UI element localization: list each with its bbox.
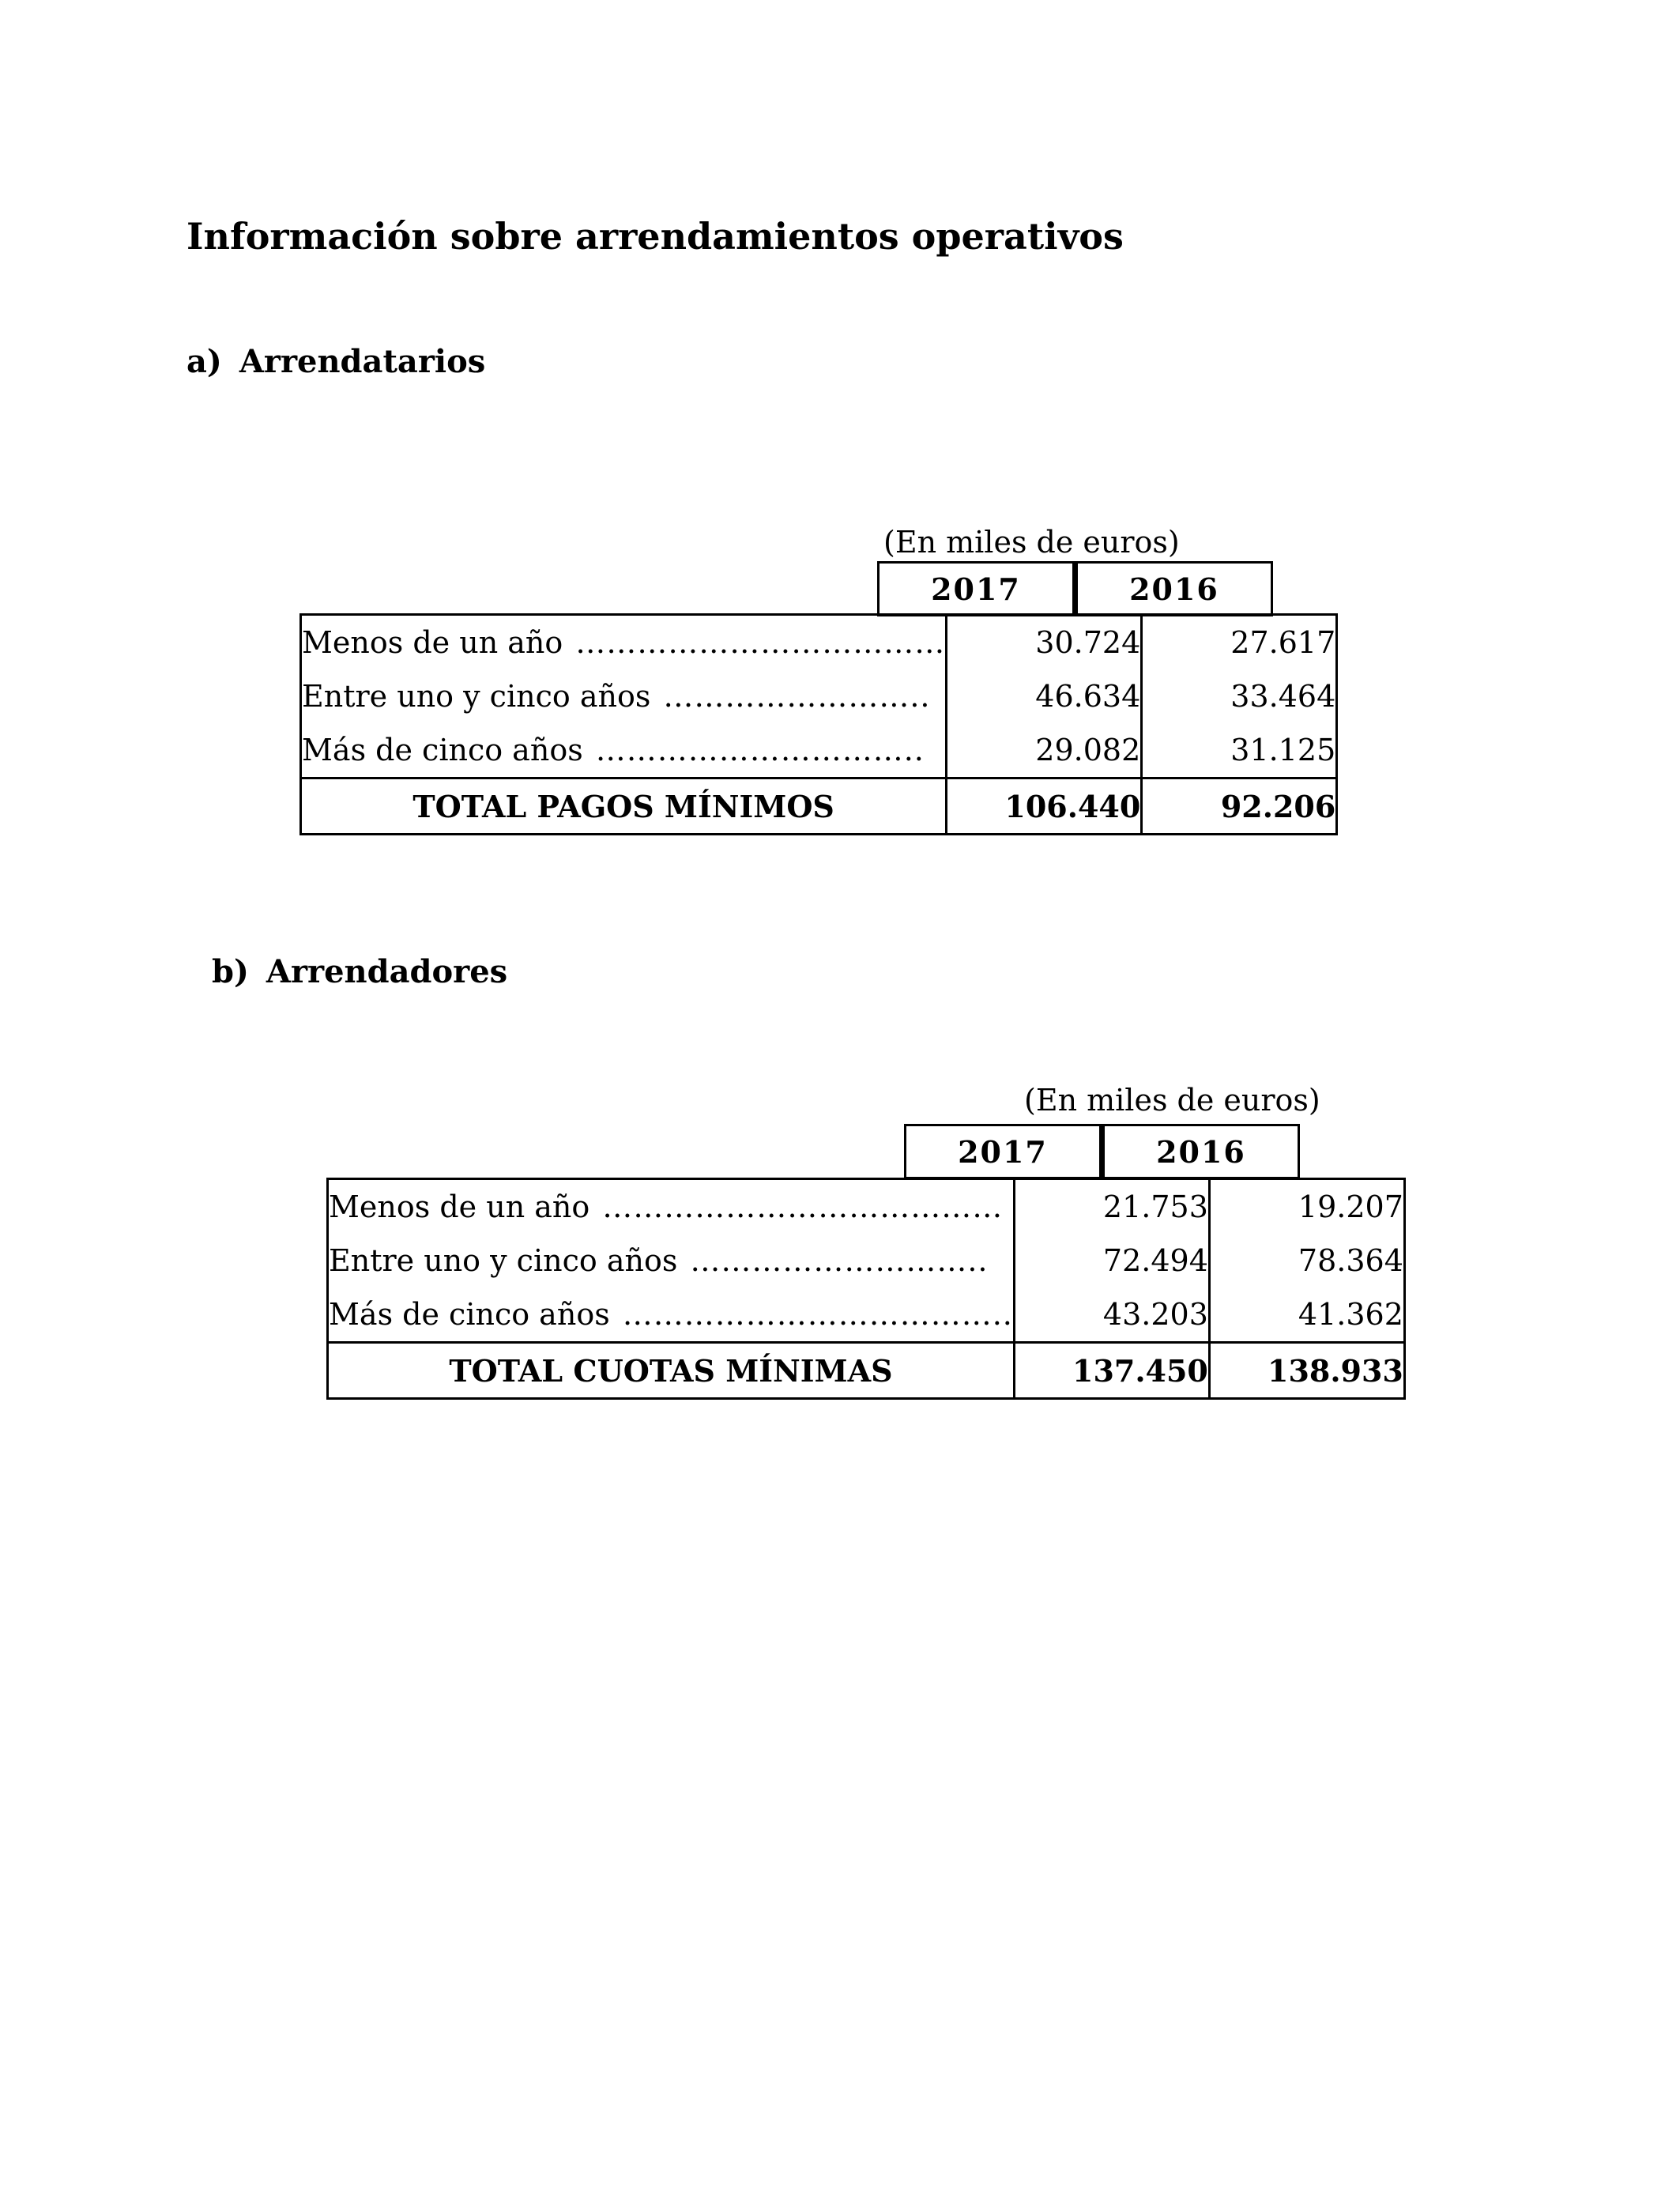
column-header-2016: 2016 — [1102, 1124, 1300, 1179]
total-row — [328, 1343, 1405, 1399]
row-label: Más de cinco años ………………………….. — [301, 723, 947, 778]
value-2017: 43.203 — [1014, 1287, 1209, 1343]
units-note: (En miles de euros) — [1024, 1083, 1320, 1118]
table-row — [328, 1179, 1405, 1235]
value-2016: 41.362 — [1209, 1287, 1404, 1343]
section-title: Arrendadores — [266, 953, 508, 990]
value-2017: 30.724 — [947, 615, 1142, 670]
value-2017: 21.753 — [1014, 1179, 1209, 1235]
total-label: TOTAL PAGOS MÍNIMOS — [301, 778, 947, 835]
total-2016: 92.206 — [1142, 778, 1337, 835]
value-2016: 19.207 — [1209, 1179, 1404, 1235]
value-2016: 31.125 — [1142, 723, 1337, 778]
total-2017: 137.450 — [1014, 1343, 1209, 1399]
page-title: Información sobre arrendamientos operativos — [186, 215, 1124, 258]
value-2016: 33.464 — [1142, 669, 1337, 723]
row-label: Entre uno y cinco años …………………….. — [301, 669, 947, 723]
total-label: TOTAL CUOTAS MÍNIMAS — [328, 1343, 1015, 1399]
table-row — [301, 723, 1337, 778]
value-2017: 72.494 — [1014, 1234, 1209, 1287]
row-label: Más de cinco años ……………………………….. — [328, 1287, 1015, 1343]
section-heading-arrendatarios — [186, 343, 485, 380]
column-header-2016: 2016 — [1075, 561, 1273, 616]
table-row — [328, 1287, 1405, 1343]
column-header-2017: 2017 — [877, 561, 1075, 616]
units-note: (En miles de euros) — [883, 525, 1180, 560]
row-label: Entre uno y cinco años ……………………….. — [328, 1234, 1015, 1287]
table-row — [301, 669, 1337, 723]
row-label: Menos de un año ………………………………… — [328, 1179, 1015, 1235]
value-2016: 78.364 — [1209, 1234, 1404, 1287]
table-header — [904, 1124, 1300, 1178]
row-label: Menos de un año ……………………………… — [301, 615, 947, 670]
section-title: Arrendatarios — [239, 343, 486, 380]
section-heading-arrendadores — [212, 953, 507, 990]
table-header — [877, 561, 1273, 615]
total-row — [301, 778, 1337, 835]
value-2016: 27.617 — [1142, 615, 1337, 670]
lease-table-arrendadores — [326, 1178, 1406, 1400]
value-2017: 46.634 — [947, 669, 1142, 723]
total-2016: 138.933 — [1209, 1343, 1404, 1399]
table-row — [328, 1234, 1405, 1287]
value-2017: 29.082 — [947, 723, 1142, 778]
column-header-2017: 2017 — [904, 1124, 1102, 1179]
section-marker: b) — [212, 953, 249, 990]
total-2017: 106.440 — [947, 778, 1142, 835]
lease-table-arrendatarios — [299, 613, 1338, 835]
section-marker: a) — [186, 343, 222, 380]
table-row — [301, 615, 1337, 670]
